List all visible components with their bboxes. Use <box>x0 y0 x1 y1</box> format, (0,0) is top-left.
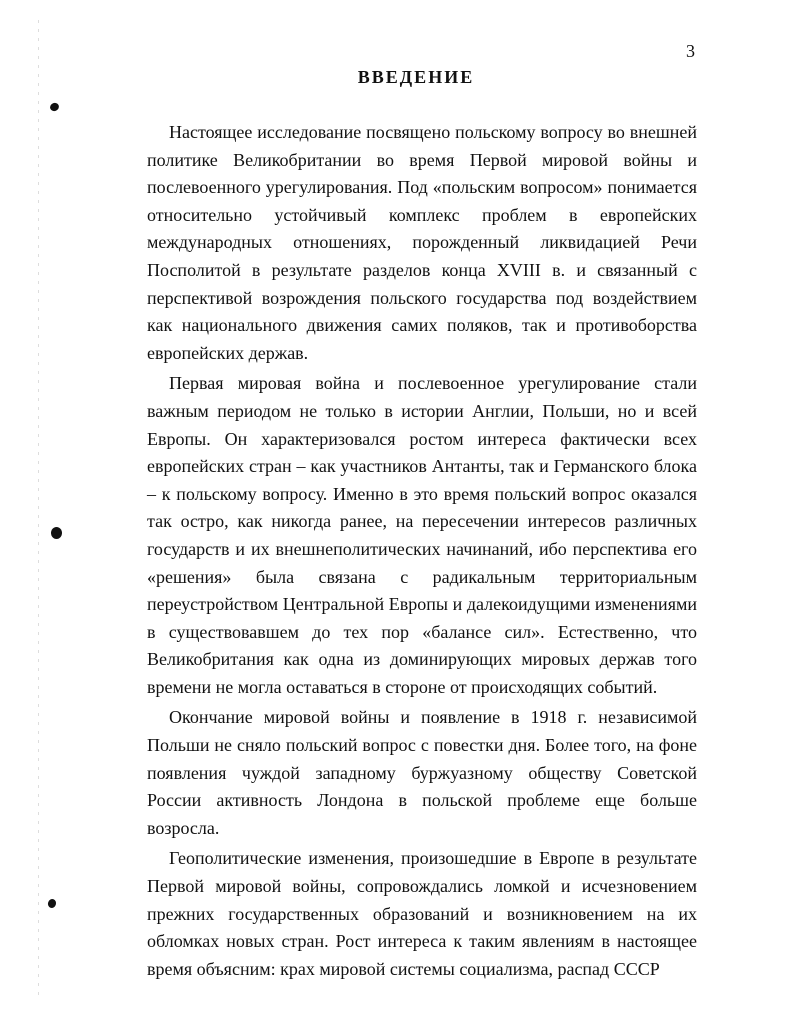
paragraph-2: Первая мировая война и послевоенное урегулирование стали важным периодом не только в истории Англии, Польши, но и всей Европы. Он характеризовался ростом интереса фактически всех европейских стран – как участников Антанты, так и Германского блока – к польскому вопросу. Именно в это время польский вопрос оказался так остро, как никогда ранее, на пересечении интересов различных государств и их внешнеполитических начинаний, ибо перспектива его «решения» была связана с радикальным территориальным переустройством Центральной Европы и далекоидущими изменениями в существовавшем до тех пор «балансе сил». Естественно, что Великобритания как одна из доминирующих мировых держав того времени не могла оставаться в стороне от происходящих событий. <box>147 373 697 697</box>
paragraph-1: Настоящее исследование посвящено польскому вопросу во внешней политике Великобритании во время Первой мировой войны и послевоенного урегулирования. Под «польским вопросом» понимается относительно устойчивый комплекс проблем в европейских международных отношениях, порожденный ликвидацией Речи Посполитой в результате разделов конца XVIII в. и связанный с перспективой возрождения польского государства под воздействием как национального движения самих поляков, так и противоборства европейских держав. <box>147 122 697 363</box>
punch-hole-mark-top <box>49 101 61 112</box>
paragraph-4: Геополитические изменения, произошедшие в Европе в результате Первой мировой войны, сопровождались ломкой и исчезновением прежних государственных образований и возникновением на их обломках новых стран. Рост интереса к таким явлениям в настоящее время объясним: крах мировой системы социализма, распад СССР <box>147 848 697 979</box>
scan-margin-line <box>38 20 39 1000</box>
page-number: 3 <box>686 41 695 61</box>
punch-hole-mark-bottom <box>47 898 58 909</box>
page-title: ВВЕДЕНИЕ <box>357 67 475 87</box>
body-text <box>147 119 697 983</box>
punch-hole-mark-middle <box>51 527 62 539</box>
paragraph-3: Окончание мировой войны и появление в 1918 г. независимой Польши не сняло польский вопрос с повестки дня. Более того, на фоне появления чуждой западному буржуазному обществу Советской России активность Лондона в польской проблеме еще больше возросла. <box>147 707 697 838</box>
